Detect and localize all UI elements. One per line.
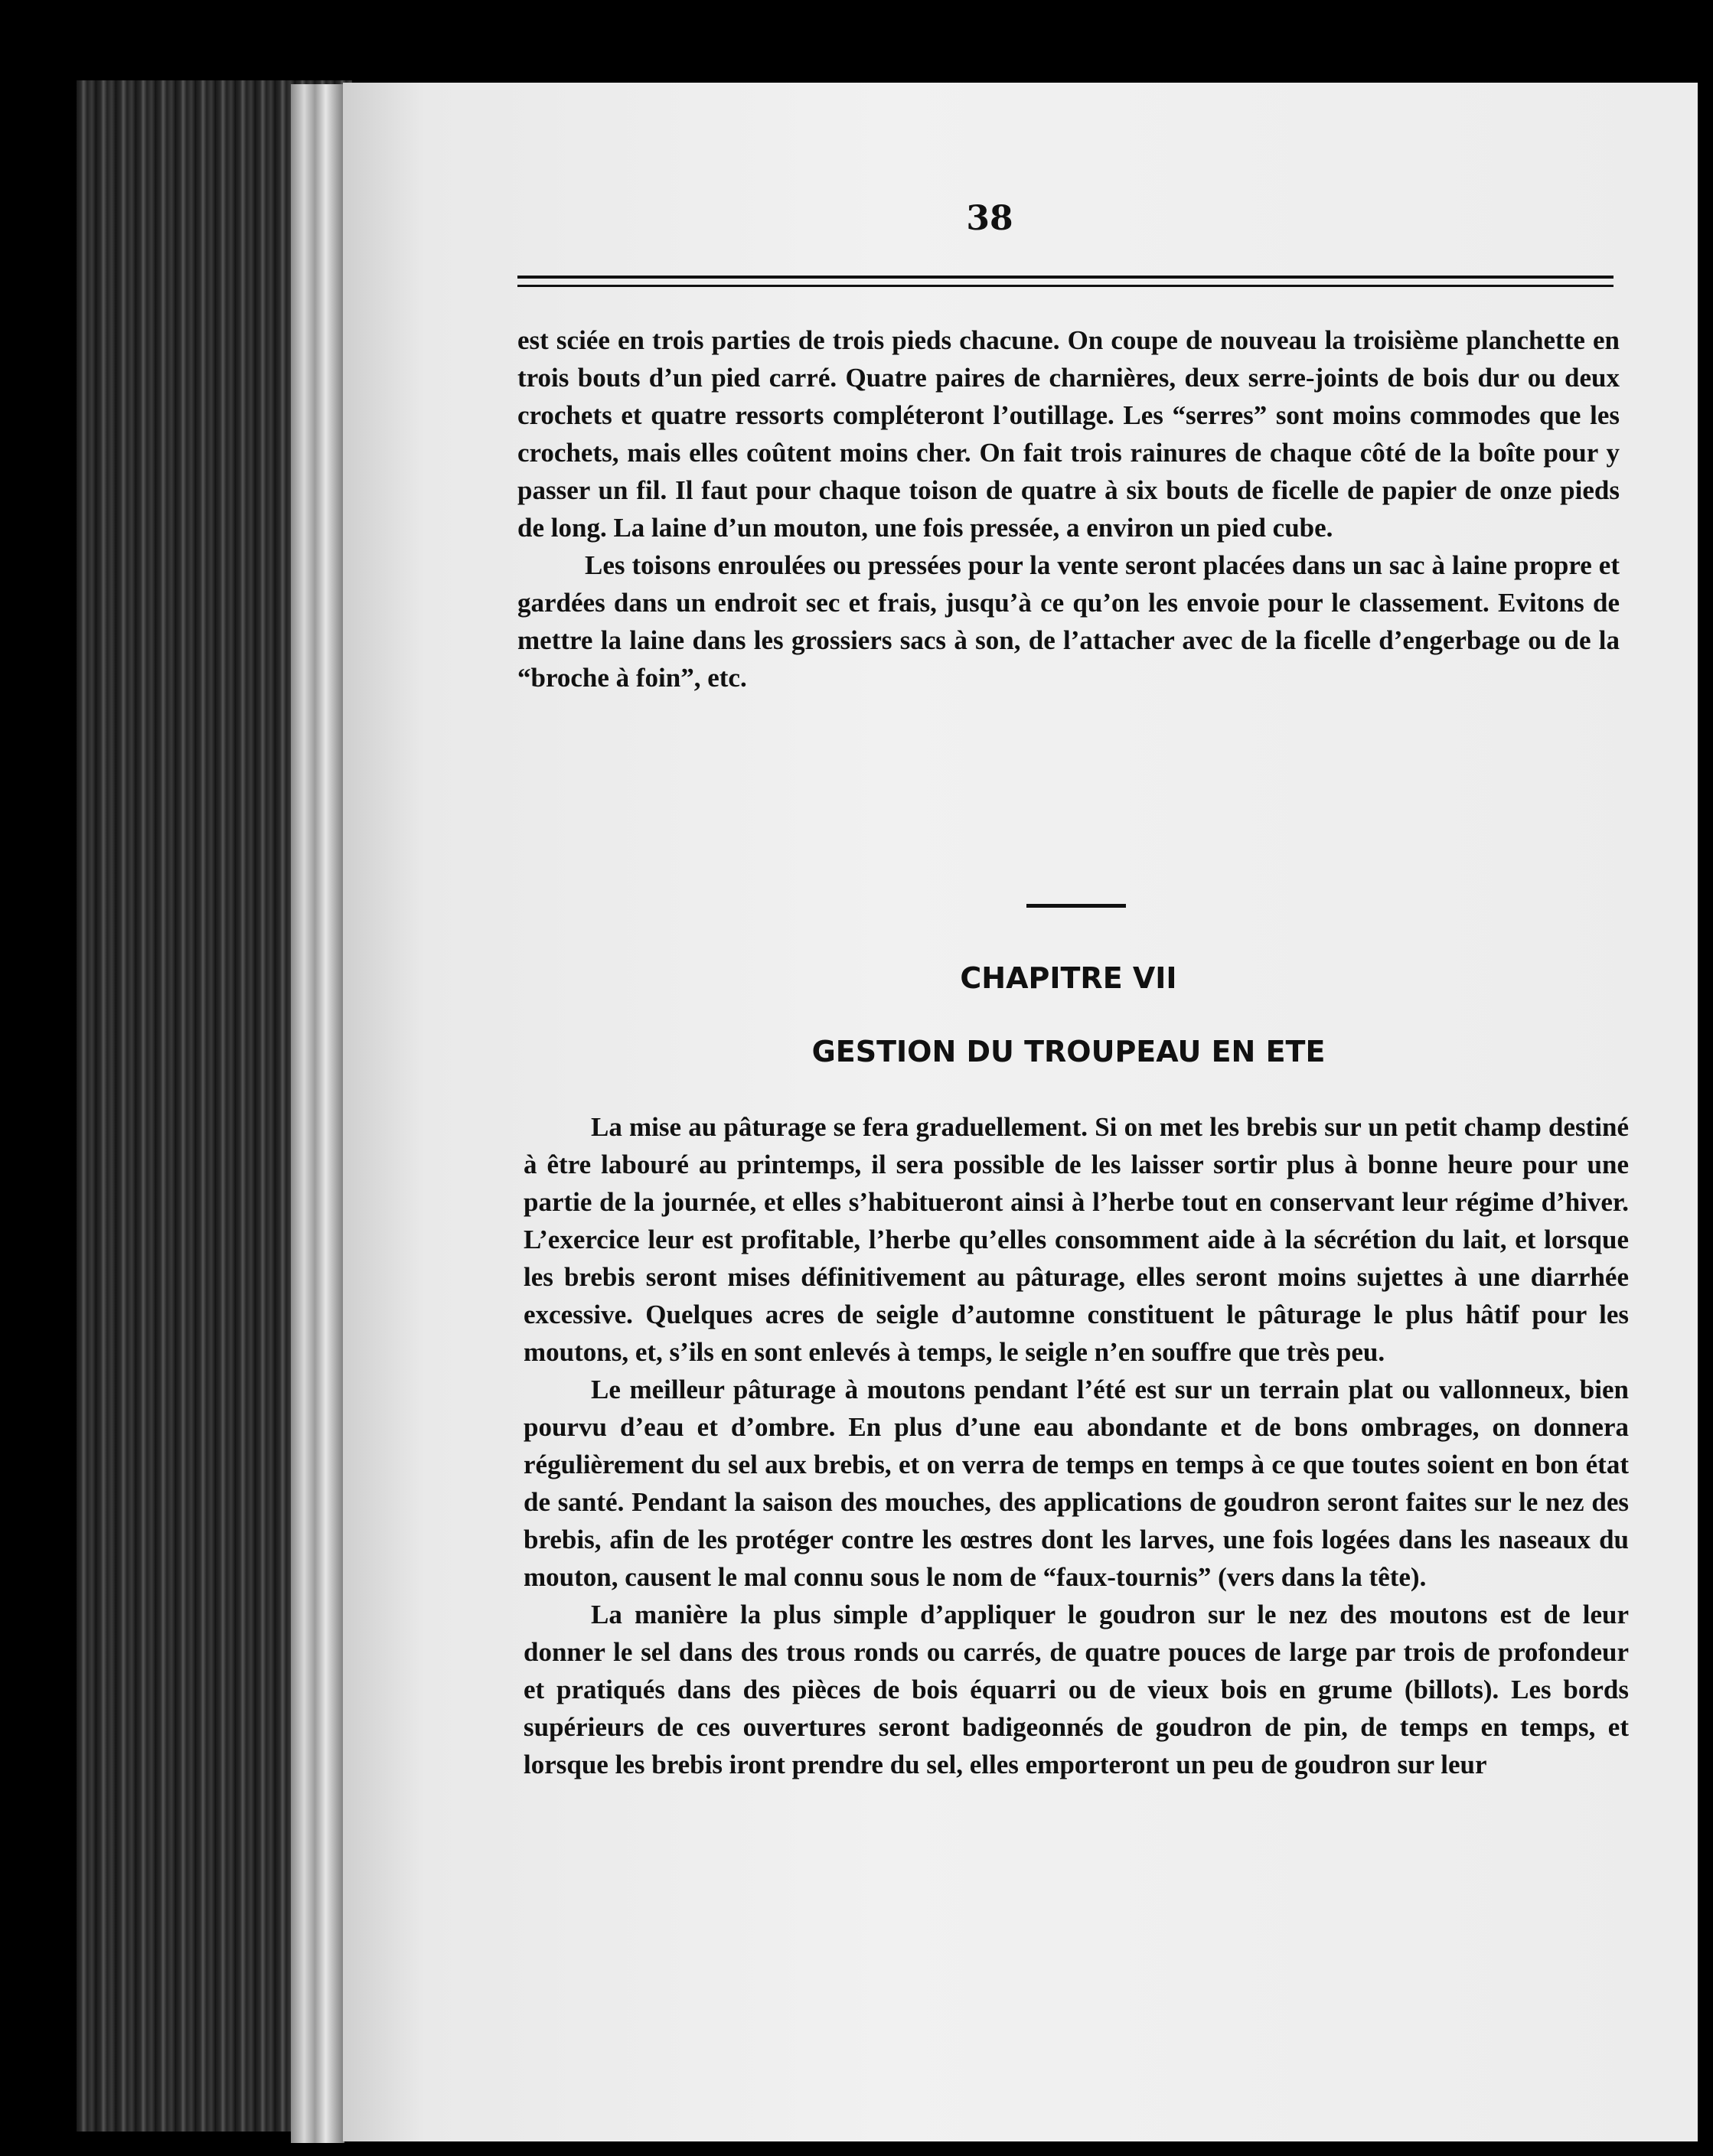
paragraph: Les toisons enroulées ou pressées pour la vente seront placées dans un sac à laine propre et gardées dans un endroit sec et frais, jusqu’à ce qu’on les envoie pour le classement. Evitons de mettre la laine dans les grossiers sacs à son, de l’attacher avec de la ficelle d’engerbage ou de la “broche à foin”, etc.: [517, 550, 1620, 693]
paragraph: La mise au pâturage se fera graduellement. Si on met les brebis sur un petit champ destiné à être labouré au printemps, il sera possible de les laisser sortir plus à bonne heure pour une partie de la journée, et elles s’habitueront ainsi à l’herbe tout en conservant leur régime d’hiver. L’exercice leur est profitable, l’herbe qu’elles consomment aide à la sécrétion du lait, et lorsque les brebis seront mises définitivement au pâturage, elles seront moins sujettes à une diarrhée excessive. Quelques acres de seigle d’automne constituent le pâturage le plus hâtif pour les moutons, et, s’ils en sont enlevés à temps, le seigle n’en souffre que très peu.: [524, 1112, 1629, 1367]
header-rule-thin: [517, 285, 1613, 287]
paragraph: Le meilleur pâturage à moutons pendant l’été est sur un terrain plat ou vallonneux, bien pourvu d’eau et d’ombre. En plus d’une eau abondante et de bons ombrages, on donnera régulièrement du sel aux brebis, et on verra de temps en temps à ce que toutes soient en bon état de santé. Pendant la saison des mouches, des applications de goudron seront faites sur le nez des brebis, afin de les protéger contre les œstres dont les larves, une fois logées dans les naseaux du mouton, causent le mal connu sous le nom de “faux-tournis” (vers dans la tête).: [524, 1375, 1629, 1592]
page-edges: [291, 84, 344, 2143]
top-text-block: [517, 321, 1620, 696]
book-page: [343, 83, 1698, 2141]
page-number: 38: [966, 199, 1013, 238]
body-text-block: [524, 1108, 1629, 1783]
paragraph: est sciée en trois parties de trois pieds chacune. On coupe de nouveau la troisième planchette en trois bouts d’un pied carré. Quatre paires de charnières, deux serre-joints de bois dur ou deux crochets et quatre ressorts compléteront l’outillage. Les “serres” sont moins commodes que les crochets, mais elles coûtent moins cher. On fait trois rainures de chaque côté de la boîte pour y passer un fil. Il faut pour chaque toison de quatre à six bouts de ficelle de papier de onze pieds de long. La laine d’un mouton, une fois pressée, a environ un pied cube.: [517, 325, 1620, 543]
header-rule-thick: [517, 276, 1613, 279]
chapter-heading: GESTION DU TROUPEAU EN ETE: [811, 1035, 1326, 1068]
paragraph: La manière la plus simple d’appliquer le goudron sur le nez des moutons est de leur donner le sel dans des trous ronds ou carrés, de quatre pouces de large par trois de profondeur et pratiqués dans des pièces de bois équarri ou de vieux bois en grume (billots). Les bords supérieurs de ces ouvertures seront badigeonnés de goudron de pin, de temps en temps, et lorsque les brebis iront prendre du sel, elles emporteront un peu de goudron sur leur: [524, 1600, 1629, 1779]
section-separator: [1026, 904, 1126, 908]
chapter-title: CHAPITRE VII: [960, 961, 1177, 995]
